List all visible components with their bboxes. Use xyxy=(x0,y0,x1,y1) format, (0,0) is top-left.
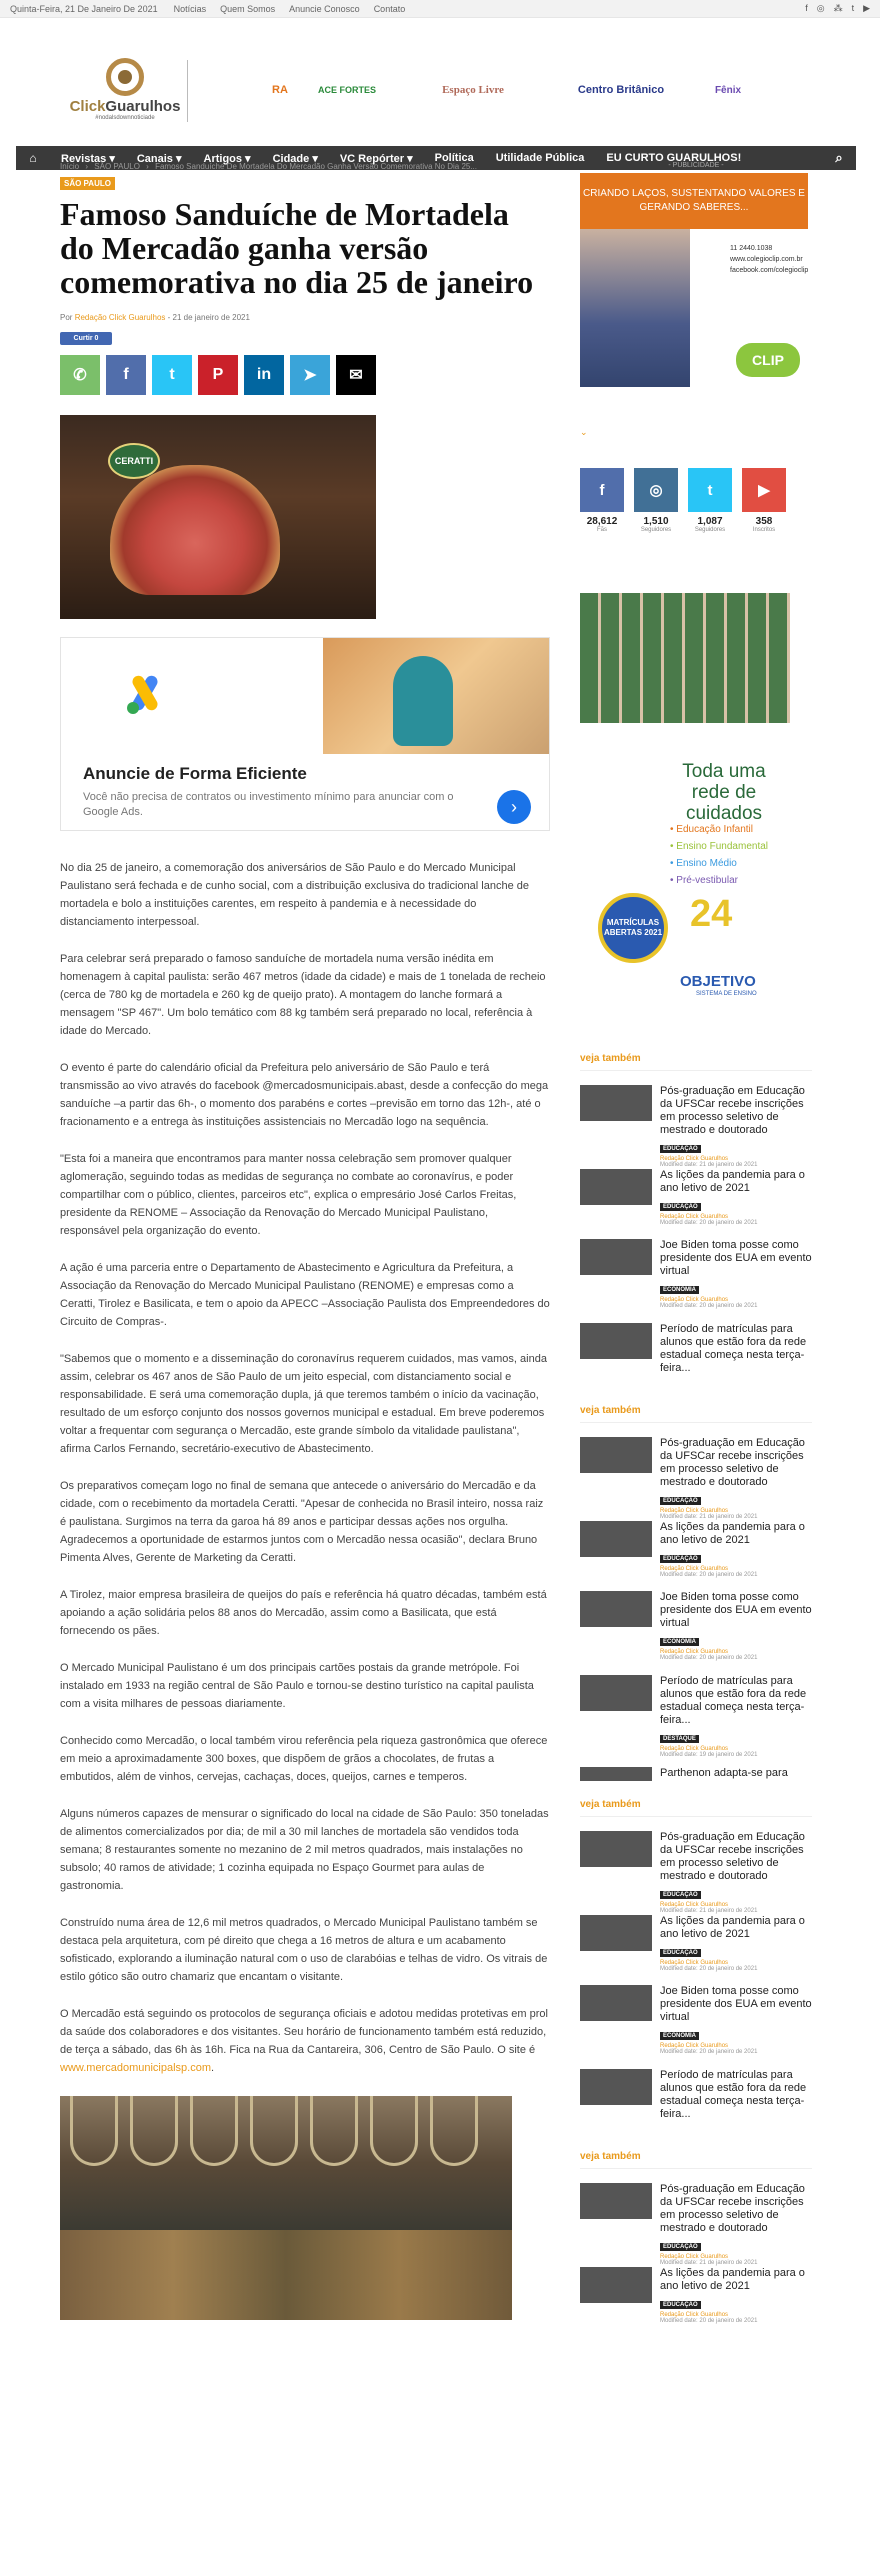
thumbnail[interactable] xyxy=(580,1239,652,1275)
veja-tambem-heading: veja também xyxy=(580,1799,812,1817)
clip-ad-banner[interactable] xyxy=(580,173,808,387)
photo-arch xyxy=(190,2096,238,2166)
by-label: Por xyxy=(60,313,73,322)
objetivo-headline: Toda uma rede de cuidados xyxy=(682,761,766,824)
mercado-site-link[interactable]: www.mercadomunicipalsp.com xyxy=(60,2062,211,2074)
twitter-share-icon[interactable]: t xyxy=(152,355,192,395)
list-item[interactable] xyxy=(580,1239,812,1311)
photo-arch xyxy=(370,2096,418,2166)
clip-ad-info xyxy=(730,243,808,276)
card-title[interactable]: As lições da pandemia para o ano letivo de 2021 xyxy=(660,2267,805,2292)
card-badge[interactable]: ECONOMIA xyxy=(660,1638,699,1646)
breadcrumb xyxy=(60,162,550,171)
breadcrumb-current: Famoso Sanduíche De Mortadela Do Mercadão Ganha Versão Comemorativa No Dia 25... xyxy=(155,162,478,171)
mercado-interior-photo xyxy=(60,2096,512,2320)
card-author[interactable]: Redação Click Guarulhos xyxy=(660,1746,729,1752)
thumbnail[interactable] xyxy=(580,1591,652,1627)
breadcrumb-sep: › xyxy=(146,162,149,171)
instagram-icon: ◎ xyxy=(634,468,678,512)
card-title[interactable]: Pós-graduação em Educação da UFSCar recebe inscrições em processo seletivo de mestrado e doutorado xyxy=(660,1085,805,1136)
objetivo-logo: OBJETIVO xyxy=(680,973,756,990)
instagram-counter[interactable] xyxy=(634,468,678,533)
list-item[interactable] xyxy=(580,2267,812,2325)
site-logo[interactable] xyxy=(60,58,190,124)
meta-sep: - xyxy=(167,313,173,322)
photo-arch xyxy=(70,2096,118,2166)
list-item[interactable] xyxy=(580,1675,812,1758)
card-badge[interactable]: EDUCAÇÃO xyxy=(660,1949,701,1957)
paragraph: "Esta foi a maneira que encontramos para manter nossa celebração sem promover qualquer aglomeração, seguindo todas as medidas de segurança no combate ao coronavírus, e poder compartilhar com o público, clientes, parceiros etc", explica o empresário José Carlos Freitas, presidente da RENOME – Associação da Renovação do Mercado Municipal Paulistano, responsável pela organização do evento. xyxy=(60,1153,517,1237)
ad-title[interactable]: Anuncie de Forma Eficiente xyxy=(83,764,307,783)
facebook-icon: f xyxy=(580,468,624,512)
card-badge[interactable]: EDUCAÇÃO xyxy=(660,1203,701,1211)
nav-canais[interactable]: Canais ▾ xyxy=(136,152,182,165)
thumbnail[interactable] xyxy=(580,1915,652,1951)
ceratti-badge: CERATTI xyxy=(108,443,160,479)
breadcrumb-home[interactable]: Início xyxy=(60,162,80,171)
card-date: Modified date: 21 de janeiro de 2021 xyxy=(660,1908,758,1914)
objetivo-sub: SISTEMA DE ENSINO xyxy=(696,991,757,997)
counter-number: 1,510 xyxy=(643,516,669,527)
card-date: Modified date: 21 de janeiro de 2021 xyxy=(660,1514,758,1520)
counter-label: Inscritos xyxy=(752,527,776,533)
sponsor-ra[interactable]: RA xyxy=(272,84,288,96)
objetivo-number: 24 xyxy=(690,893,733,935)
clip-ad-photo xyxy=(580,229,690,387)
veja-tambem-heading: veja também xyxy=(580,1053,812,1071)
category-badge[interactable]: SÃO PAULO xyxy=(60,177,115,190)
facebook-share-icon[interactable]: f xyxy=(106,355,146,395)
objetivo-ad-photos xyxy=(580,593,790,723)
clip-facebook: facebook.com/colegioclip xyxy=(730,267,808,274)
card-author[interactable]: Redação Click Guarulhos xyxy=(660,1960,729,1966)
list-item[interactable] xyxy=(580,1767,812,1787)
veja-tambem-block xyxy=(580,1053,812,1393)
paragraph: "Sabemos que o momento e a disseminação do coronavírus requerem cuidados, mas vamos, ainda assim, celebrar os 467 anos de São Paulo de um jeito especial, com distanciamento social e responsabilidade. E será uma comemoração dupla, já que teremos também o início da vacinação, resultado de um esforço conjunto dos nossos governos municipal e estadual. Em breve poderemos voltar a frequentar com segurança o Mercadão, este grande símbolo da vitalidade paulistana", afirma Carlos Fernando, secretário-executivo de Abastecimento. xyxy=(60,1353,547,1455)
pinterest-share-icon[interactable]: P xyxy=(198,355,238,395)
nav-artigos[interactable]: Artigos ▾ xyxy=(203,152,251,165)
thumbnail[interactable] xyxy=(580,1985,652,2021)
card-badge[interactable]: EDUCAÇÃO xyxy=(660,2301,701,2309)
paragraph: A ação é uma parceria entre o Departamento de Abastecimento e Agricultura da Prefeitura, a Associação da Renovação do Mercado Municipal Paulistano (RENOME) e empresas como a Ceratti, Tirolez e Basilicata, e tem o apoio da APECC –Associação Paulista dos Empreendedores do Circuito de Compras-. xyxy=(60,1262,550,1328)
article-title: Famoso Sanduíche de Mortadela do Mercadão ganha versão comemorativa no dia 25 de janeiro xyxy=(60,196,534,300)
card-date: Modified date: 20 de janeiro de 2021 xyxy=(660,2318,758,2324)
facebook-like-button[interactable]: Curtir 0 xyxy=(60,332,112,345)
matriculas-seal: MATRÍCULAS ABERTAS 2021 xyxy=(598,893,668,963)
card-author[interactable]: Redação Click Guarulhos xyxy=(660,1297,729,1303)
article-meta xyxy=(60,313,550,322)
clip-ad-band: CRIANDO LAÇOS, SUSTENTANDO VALORES E GERANDO SABERES... xyxy=(580,173,808,229)
card-badge[interactable]: ECONOMIA xyxy=(660,2032,699,2040)
publicidade-label: - PUBLICIDADE - xyxy=(668,162,724,169)
card-badge[interactable]: EDUCAÇÃO xyxy=(660,1555,701,1563)
list-item[interactable] xyxy=(580,1085,812,1168)
veja-tambem-block xyxy=(580,2151,812,2325)
nav-politica[interactable]: Política xyxy=(434,152,474,164)
twitter-icon: t xyxy=(688,468,732,512)
sponsor-ace-fortes[interactable]: ACE FORTES xyxy=(318,85,377,95)
veja-tambem-block xyxy=(580,1405,812,1787)
sponsor-espaco-livre[interactable]: Espaço Livre xyxy=(442,84,504,96)
top-link-quem-somos[interactable]: Quem Somos xyxy=(220,3,276,14)
card-date: Modified date: 20 de janeiro de 2021 xyxy=(660,1655,758,1661)
site-header xyxy=(0,18,880,165)
photo-arch xyxy=(310,2096,358,2166)
list-item[interactable] xyxy=(580,1521,812,1579)
card-badge[interactable]: EDUCAÇÃO xyxy=(660,2243,701,2251)
card-author[interactable]: Redação Click Guarulhos xyxy=(660,1649,729,1655)
nav-artigos-label: Artigos xyxy=(203,152,242,165)
objetivo-ad-banner[interactable] xyxy=(580,593,790,1013)
card-date: Modified date: 21 de janeiro de 2021 xyxy=(660,2260,758,2266)
counter-label: Seguidores xyxy=(694,527,726,533)
paragraph: Alguns números capazes de mensurar o significado do local na cidade de São Paulo: 350 toneladas de alimentos comercializados por dia; de mil a 30 mil lanches de mortadela são vendidos toda semana; 8 restaurantes somente no mezanino de 2 mil metros quadrados, mais instalações no subsolo; 40 ramos de atividade; 1 cozinha equipada no Espaço Gourmet para aulas de gastronomia. xyxy=(60,1808,549,1892)
sponsor-fenix[interactable]: Fênix xyxy=(714,84,742,96)
top-link-noticias[interactable]: Notícias xyxy=(173,3,207,14)
rss-icon[interactable]: ⁂ xyxy=(833,3,843,13)
youtube-icon[interactable]: ▶ xyxy=(863,3,870,13)
objetivo-list-item: • Ensino Médio xyxy=(670,858,737,869)
clip-phone: 11 2440.1038 xyxy=(730,245,773,252)
twitter-counter[interactable] xyxy=(688,468,732,533)
objetivo-list xyxy=(670,821,768,889)
paragraph: O evento é parte do calendário oficial da Prefeitura pelo aniversário de São Paulo e terá transmissão ao vivo através do facebook @mercadosmunicipais.abast, desde a confecção do mega sanduíche –a partir das 6h-, o momento dos parabéns e cortes –previsão em torno das 12h-, até o fracionamento e a entrega às instituições assistenciais no Mercadão logo na sequência. xyxy=(60,1062,549,1128)
google-ad[interactable] xyxy=(60,637,550,831)
card-date: Modified date: 21 de janeiro de 2021 xyxy=(660,1162,758,1168)
veja-tambem-block xyxy=(580,1799,812,2139)
list-item[interactable] xyxy=(580,1591,812,1663)
sidebar xyxy=(580,162,812,2337)
card-date: Modified date: 20 de janeiro de 2021 xyxy=(660,2049,758,2055)
card-author[interactable]: Redação Click Guarulhos xyxy=(660,1902,729,1908)
logo-name xyxy=(70,98,181,115)
paragraph-last xyxy=(60,2005,550,2077)
email-share-icon[interactable]: ✉ xyxy=(336,355,376,395)
card-date: Modified date: 20 de janeiro de 2021 xyxy=(660,1572,758,1578)
author-link[interactable]: Redação Click Guarulhos xyxy=(74,313,166,322)
photo-floor xyxy=(60,2230,512,2320)
ad-image xyxy=(323,638,549,754)
paragraph: Para celebrar será preparado o famoso sanduíche de mortadela numa versão inédita em homenagem à capital paulista: serão 467 metros (idade da cidade) e mais de 1 tonelada de recheio (cerca de 780 kg de mortadela e 260 kg de queijo prato). A montagem do lanche formará a mensagem "SP 467". Um bolo temático com 88 kg também será preparado no local, referência à idade do Mercado. xyxy=(60,953,546,1037)
logo-tagline: #nodalsdownnoticiade xyxy=(95,115,155,121)
list-item[interactable] xyxy=(580,1985,812,2057)
thumbnail[interactable] xyxy=(580,1675,652,1711)
linkedin-share-icon[interactable]: in xyxy=(244,355,284,395)
nav-eu-curto[interactable]: EU CURTO GUARULHOS! xyxy=(606,152,742,164)
card-title[interactable]: As lições da pandemia para o ano letivo de 2021 xyxy=(660,1521,805,1546)
search-icon[interactable]: ⌕ xyxy=(835,150,843,165)
paragraph: Construído numa área de 12,6 mil metros quadrados, o Mercado Municipal Paulistano também se destaca pela arquitetura, com pé direito que chega a 16 metros de altura e um acabamento sofisticado, explorando a iluminação natural com o uso de clarabóias e telhas de vidro. Os vitrais de estilo gótico são outro chamariz que encantam o visitante. xyxy=(60,1917,548,1983)
card-title[interactable]: Período de matrículas para alunos que estão fora da rede estadual começa nesta terça-feira... xyxy=(660,1675,807,1726)
home-icon[interactable]: ⌂ xyxy=(29,151,37,165)
nav-utilidade-publica[interactable]: Utilidade Pública xyxy=(495,152,585,164)
objetivo-list-item: • Pré-vestibular xyxy=(670,875,738,886)
card-title[interactable]: Pós-graduação em Educação da UFSCar recebe inscrições em processo seletivo de mestrado e doutorado xyxy=(660,1831,805,1882)
share-buttons xyxy=(60,355,550,395)
facebook-icon[interactable]: f xyxy=(805,3,808,13)
card-badge[interactable]: DESTAQUE xyxy=(660,1735,699,1743)
counter-number: 1,087 xyxy=(697,516,723,527)
chevron-down-icon: ⌄ xyxy=(580,427,588,437)
paragraph: Os preparativos começam logo no final de semana que antecede o aniversário do Mercadão e da cidade, com o recebimento da mortadela Ceratti. "Apesar de conhecida no Brasil inteiro, nossa raiz é paulistana. Surgimos na terra da garoa há 89 anos e participar dessas ações nos orgulha. Agradecemos a oportunidade de estarmos juntos com o Mercadão nessa ocasião", declara Bruno Pimenta Alves, Gerente de Marketing da Ceratti. xyxy=(60,1480,544,1564)
thumbnail[interactable] xyxy=(580,1831,652,1867)
photo-arch xyxy=(130,2096,178,2166)
card-badge[interactable]: EDUCAÇÃO xyxy=(660,1891,701,1899)
counter-number: 28,612 xyxy=(586,516,618,527)
card-title[interactable]: Parthenon adapta-se para xyxy=(660,1767,788,1779)
card-author[interactable]: Redação Click Guarulhos xyxy=(660,1508,729,1514)
top-bar xyxy=(0,0,880,18)
photo-arch xyxy=(430,2096,478,2166)
card-title[interactable]: Período de matrículas para alunos que estão fora da rede estadual começa nesta terça-feira... xyxy=(660,1323,807,1374)
thumbnail[interactable] xyxy=(580,1169,652,1205)
nav-vc-reporter-label: VC Repórter xyxy=(339,152,405,165)
logo-mark xyxy=(106,58,144,96)
breadcrumb-sep: › xyxy=(85,162,89,171)
instagram-icon[interactable]: ◎ xyxy=(816,3,825,13)
card-date: Modified date: 20 de janeiro de 2021 xyxy=(660,1303,758,1309)
thumbnail[interactable] xyxy=(580,2183,652,2219)
list-item[interactable] xyxy=(580,1915,812,1973)
last-paragraph-text: O Mercadão está seguindo os protocolos de segurança oficiais e adotou medidas protetivas em prol da saúde dos colaboradores e dos visitantes. Seu horário de funcionamento também está reduzido, de terça a sábado, das 6h às 16h. Fica na Rua da Cantareira, 306, Centro de São Paulo. O site é xyxy=(60,2008,548,2056)
logo-divider xyxy=(187,60,188,122)
nav-cidade[interactable]: Cidade ▾ xyxy=(272,152,318,165)
card-date: Modified date: 20 de janeiro de 2021 xyxy=(660,1220,758,1226)
telegram-share-icon[interactable]: ➤ xyxy=(290,355,330,395)
logo-name-a: Click xyxy=(69,98,106,115)
card-title[interactable]: Joe Biden toma posse como presidente dos EUA em evento virtual xyxy=(660,1239,812,1277)
list-item[interactable] xyxy=(580,1437,812,1520)
card-title[interactable]: Período de matrículas para alunos que estão fora da rede estadual começa nesta terça-feira... xyxy=(660,2069,807,2120)
article xyxy=(60,162,550,2320)
nav-cidade-label: Cidade xyxy=(272,152,310,165)
counter-label: Seguidores xyxy=(640,527,672,533)
article-body xyxy=(60,859,550,2320)
top-link-anuncie[interactable]: Anuncie Conosco xyxy=(289,3,360,14)
clip-site: www.colegioclip.com.br xyxy=(730,256,803,263)
nav-revistas-label: Revistas xyxy=(61,152,107,165)
youtube-counter[interactable] xyxy=(742,468,786,533)
thumbnail[interactable] xyxy=(580,2069,652,2105)
google-ads-icon xyxy=(121,670,171,720)
objetivo-list-item: • Ensino Fundamental xyxy=(670,841,769,852)
youtube-icon: ▶ xyxy=(742,468,786,512)
facebook-counter[interactable] xyxy=(580,468,624,533)
ad-arrow-button[interactable]: › xyxy=(497,790,531,824)
veja-tambem-heading: veja também xyxy=(580,1405,812,1423)
social-counters xyxy=(580,468,812,533)
clip-logo: CLIP xyxy=(736,343,800,377)
thumbnail[interactable] xyxy=(580,1437,652,1473)
counter-number: 358 xyxy=(755,516,773,527)
thumbnail[interactable] xyxy=(580,1323,652,1359)
card-title[interactable]: As lições da pandemia para o ano letivo de 2021 xyxy=(660,1169,805,1194)
card-date: Modified date: 19 de janeiro de 2021 xyxy=(660,1752,758,1758)
thumbnail[interactable] xyxy=(580,2267,652,2303)
breadcrumb-category[interactable]: SÃO PAULO xyxy=(94,162,140,171)
paragraph: A Tirolez, maior empresa brasileira de queijos do país e referência há quatro décadas, também está apoiando a ação solidária pelos 88 anos do Mercadão, assim como a Basilicata, que está fornecendo os pães. xyxy=(60,1589,547,1637)
card-title[interactable]: As lições da pandemia para o ano letivo de 2021 xyxy=(660,1915,805,1940)
logo-name-b: Guarulhos xyxy=(105,98,181,115)
sandwich-illustration xyxy=(110,465,280,595)
list-item[interactable] xyxy=(580,1831,812,1914)
list-item[interactable] xyxy=(580,1323,812,1393)
photo-arch xyxy=(250,2096,298,2166)
paragraph: Conhecido como Mercadão, o local também virou referência pela riqueza gastronômica que oferece em meio a aproximadamente 300 boxes, que dispõem de grãos a chocolates, de frutas a embutidos, além de vinhos, cervejas, cachaças, doces, queijos, carnes e temperos. xyxy=(60,1735,548,1783)
card-badge[interactable]: EDUCAÇÃO xyxy=(660,1497,701,1505)
whatsapp-share-icon[interactable]: ✆ xyxy=(60,355,100,395)
current-date: Quinta-Feira, 21 De Janeiro De 2021 xyxy=(10,3,158,14)
card-title[interactable]: Pós-graduação em Educação da UFSCar recebe inscrições em processo seletivo de mestrado e doutorado xyxy=(660,1437,805,1488)
ad-text: Você não precisa de contratos ou investimento mínimo para anunciar com o Google Ads. xyxy=(83,791,454,818)
card-author[interactable]: Redação Click Guarulhos xyxy=(660,1566,729,1572)
card-title[interactable]: Pós-graduação em Educação da UFSCar recebe inscrições em processo seletivo de mestrado e doutorado xyxy=(660,2183,805,2234)
card-title[interactable]: Joe Biden toma posse como presidente dos EUA em evento virtual xyxy=(660,1591,812,1629)
thumbnail[interactable] xyxy=(580,1085,652,1121)
paragraph: O Mercado Municipal Paulistano é um dos principais cartões postais da grande metrópole. Foi instalado em 1933 na região central de São Paulo e tornou-se destino turístico na capital paulista com a visita milhares de pessoas diariamente. xyxy=(60,1662,534,1710)
nav-canais-label: Canais xyxy=(136,152,173,165)
thumbnail[interactable] xyxy=(580,1521,652,1557)
counter-label: Fãs xyxy=(596,527,607,533)
veja-tambem-heading: veja também xyxy=(580,2151,812,2169)
card-author[interactable]: Redação Click Guarulhos xyxy=(660,1214,729,1220)
sponsor-centro-britanico[interactable]: Centro Britânico xyxy=(577,84,665,96)
thumbnail[interactable] xyxy=(580,1767,652,1781)
twitter-icon[interactable]: t xyxy=(851,3,855,13)
list-item[interactable] xyxy=(580,1169,812,1227)
list-item[interactable] xyxy=(580,2069,812,2139)
nav-revistas[interactable]: Revistas ▾ xyxy=(61,152,115,165)
article-hero-image xyxy=(60,415,376,619)
card-date: Modified date: 20 de janeiro de 2021 xyxy=(660,1966,758,1972)
list-item[interactable] xyxy=(580,2183,812,2266)
nav-vc-reporter[interactable]: VC Repórter ▾ xyxy=(339,152,413,165)
top-social xyxy=(805,3,870,14)
last-paragraph-tail: . xyxy=(211,2062,215,2074)
card-title[interactable]: Joe Biden toma posse como presidente dos EUA em evento virtual xyxy=(660,1985,812,2023)
top-nav xyxy=(174,4,406,14)
card-author[interactable]: Redação Click Guarulhos xyxy=(660,1156,729,1162)
paragraph: No dia 25 de janeiro, a comemoração dos aniversários de São Paulo e do Mercado Municipal Paulistano será fechada e de cunho social, com a distribuição exclusiva do tradicional lanche de mortadela e bolo a instituições carentes, em respeito à pandemia e à necessidade do distanciamento interpessoal. xyxy=(60,862,530,928)
card-badge[interactable]: EDUCAÇÃO xyxy=(660,1145,701,1153)
article-date: 21 de janeiro de 2021 xyxy=(172,313,250,322)
card-author[interactable]: Redação Click Guarulhos xyxy=(660,2312,729,2318)
objetivo-list-item: • Educação Infantil xyxy=(670,824,753,835)
card-author[interactable]: Redação Click Guarulhos xyxy=(660,2043,729,2049)
top-link-contato[interactable]: Contato xyxy=(373,3,406,14)
card-author[interactable]: Redação Click Guarulhos xyxy=(660,2254,729,2260)
card-badge[interactable]: ECONOMIA xyxy=(660,1286,699,1294)
